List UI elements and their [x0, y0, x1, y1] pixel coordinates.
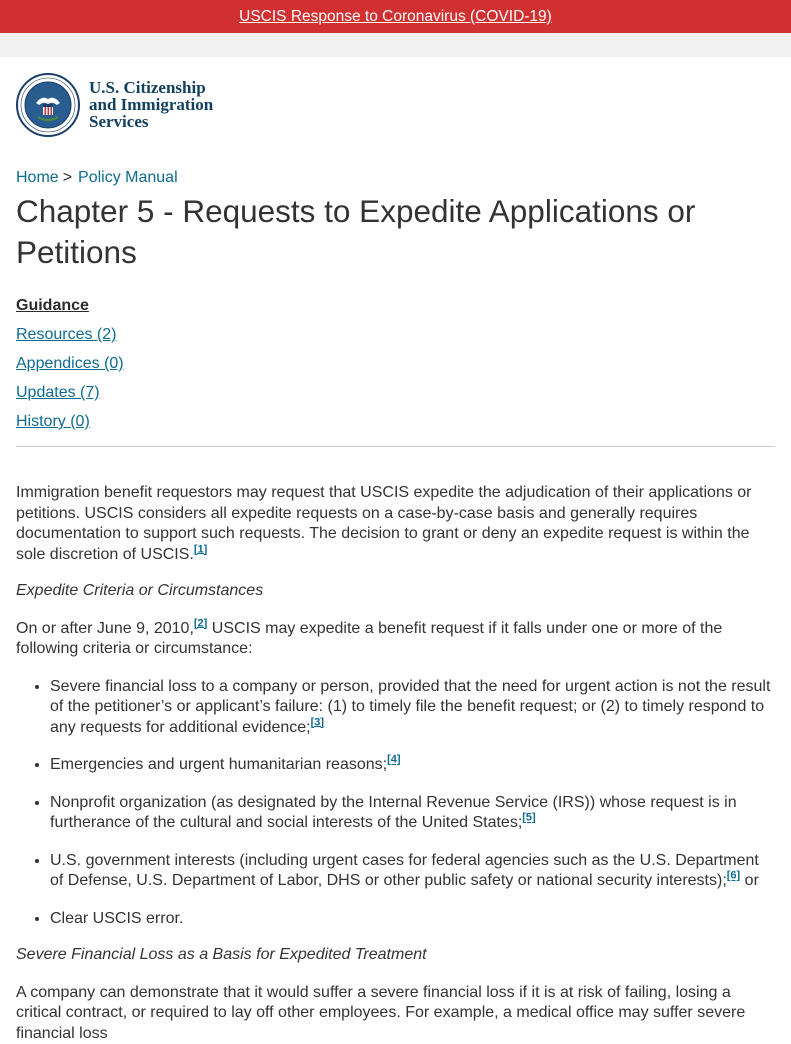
criteria-list	[16, 677, 775, 930]
footnote-link-3[interactable]: [3]	[311, 716, 324, 728]
agency-name[interactable]: U.S. Citizenship and Immigration Services	[89, 79, 213, 130]
chapter-tabs	[16, 295, 775, 440]
list-item: • Severe financial loss to a company or person, provided that the need for urgent action is not the result of the petitioner’s or applicant’s failure: (1) to timely file the benefit request; or (2) to timely respond to any requests for additional evidence;[3]	[50, 677, 775, 739]
covid-alert-bar	[0, 0, 791, 33]
breadcrumb-policy-manual-link[interactable]: Policy Manual	[78, 169, 178, 186]
tab-appendices[interactable]: Appendices (0)	[16, 353, 775, 382]
footnote-link-1[interactable]: [1]	[194, 543, 207, 555]
section-heading-expedite-criteria: Expedite Criteria or Circumstances	[16, 581, 775, 602]
section-divider	[16, 446, 775, 447]
header-strip	[0, 33, 791, 57]
breadcrumb-home-link[interactable]: Home	[16, 169, 59, 186]
section-heading-severe-financial-loss: Severe Financial Loss as a Basis for Expedited Treatment	[16, 945, 775, 966]
footnote-link-2[interactable]: [2]	[194, 617, 207, 629]
tab-resources[interactable]: Resources (2)	[16, 324, 775, 353]
intro-paragraph: Immigration benefit requestors may request that USCIS expedite the adjudication of their applications or petitions. USCIS considers all expedite requests on a case-by-case basis and generally requires documentation to support such requests. The decision to grant or deny an expedite request is within the sole discretion of USCIS.[1]	[16, 483, 775, 565]
list-item: • Nonprofit organization (as designated by the Internal Revenue Service (IRS)) whose request is in furtherance of the cultural and social interests of the United States;[5]	[50, 793, 775, 834]
tab-updates[interactable]: Updates (7)	[16, 382, 775, 411]
site-header	[0, 57, 791, 157]
list-item: • Emergencies and urgent humanitarian reasons;[4]	[50, 755, 775, 776]
financial-loss-paragraph: A company can demonstrate that it would suffer a severe financial loss if it is at risk of failing, losing a critical contract, or required to lay off other employees. For example, a medical office may suffer severe financial loss	[16, 983, 775, 1044]
criteria-intro-paragraph: On or after June 9, 2010,[2] USCIS may expedite a benefit request if it falls under one or more of the following criteria or circumstance:	[16, 619, 775, 660]
dhs-seal-icon[interactable]	[16, 73, 80, 137]
page-title: Chapter 5 - Requests to Expedite Applications or Petitions	[16, 191, 736, 273]
chapter-body	[16, 483, 775, 1044]
covid-alert-link[interactable]: USCIS Response to Coronavirus (COVID-19)	[239, 8, 552, 26]
footnote-link-5[interactable]: [5]	[522, 812, 535, 824]
tab-history[interactable]: History (0)	[16, 411, 775, 440]
breadcrumb-separator: >	[63, 169, 72, 186]
list-item: • Clear USCIS error.	[50, 909, 775, 930]
tab-guidance[interactable]: Guidance	[16, 295, 775, 324]
list-item: • U.S. government interests (including urgent cases for federal agencies such as the U.S. Department of Defense, U.S. Department of Labor, DHS or other public safety or national security interests);[6] or	[50, 851, 775, 892]
main-content	[0, 169, 791, 1044]
footnote-link-6[interactable]: [6]	[727, 870, 740, 882]
footnote-link-4[interactable]: [4]	[387, 754, 400, 766]
breadcrumb	[16, 169, 775, 187]
